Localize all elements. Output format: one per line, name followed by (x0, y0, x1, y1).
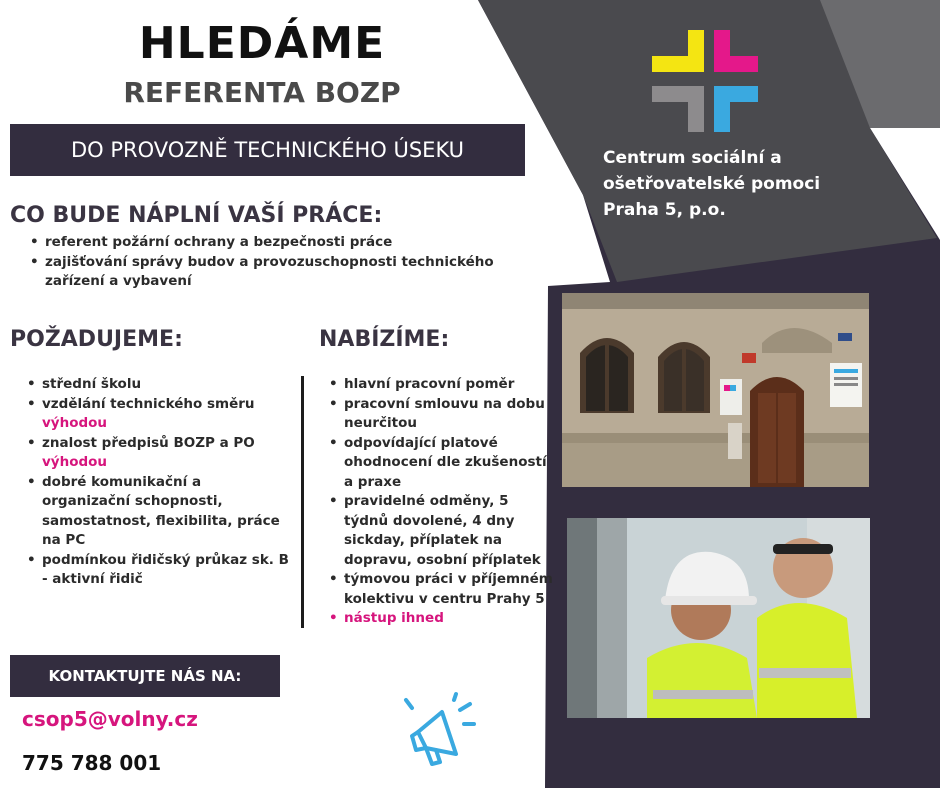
start-immediately-item: • nástup ihned (329, 609, 553, 629)
megaphone-icon (398, 690, 478, 772)
list-item: • znalost předpisů BOZP a PO výhodou (27, 434, 289, 473)
workers-photo (567, 518, 870, 718)
list-item: • zajišťování správy budov a provozuschopnosti technického zařízení a vybavení (30, 253, 520, 292)
list-item: • referent požární ochrany a bezpečnosti práce (30, 233, 520, 253)
duties-list (30, 233, 520, 292)
column-divider (301, 376, 304, 628)
page-subtitle: REFERENTA BOZP (123, 76, 401, 109)
page-title: HLEDÁME (138, 18, 386, 69)
list-item: • hlavní pracovní poměr (329, 375, 553, 395)
requirements-list (27, 375, 289, 590)
contact-banner (10, 655, 280, 697)
advantage-note: výhodou (42, 454, 108, 470)
requirements-heading: POŽADUJEME: (10, 327, 183, 352)
organization-logo (648, 26, 758, 132)
advantage-note: výhodou (42, 415, 108, 431)
list-item: • pracovní smlouvu na dobu neurčitou (329, 395, 553, 434)
list-item: • pravidelné odměny, 5 týdnů dovolené, 4 dny sickday, příplatek na dopravu, osobní příplatek (329, 492, 553, 570)
list-item: • vzdělání technického směru výhodou (27, 395, 289, 434)
offers-list (329, 375, 553, 629)
building-photo (562, 293, 869, 487)
contact-phone[interactable]: 775 788 001 (22, 751, 162, 775)
list-item: • podmínkou řidičský průkaz sk. B - aktivní řidič (27, 551, 289, 590)
list-item: • střední školu (27, 375, 289, 395)
list-item: • odpovídající platové ohodnocení dle zkušeností a praxe (329, 434, 553, 493)
duties-heading: CO BUDE NÁPLNÍ VAŠÍ PRÁCE: (10, 203, 383, 228)
department-banner (10, 124, 525, 176)
offers-heading: NABÍZÍME: (319, 327, 450, 352)
department-label: DO PROVOZNĚ TECHNICKÉHO ÚSEKU (70, 138, 465, 162)
list-item: • dobré komunikační a organizační schopnosti, samostatnost, flexibilita, práce na PC (27, 473, 289, 551)
organization-name: Centrum sociální a ošetřovatelské pomoci Praha 5, p.o. (603, 148, 821, 220)
contact-email[interactable]: csop5@volny.cz (22, 707, 198, 731)
contact-heading: KONTAKTUJTE NÁS NA: (48, 667, 242, 685)
list-item: • týmovou práci v příjemném kolektivu v centru Prahy 5 (329, 570, 553, 609)
